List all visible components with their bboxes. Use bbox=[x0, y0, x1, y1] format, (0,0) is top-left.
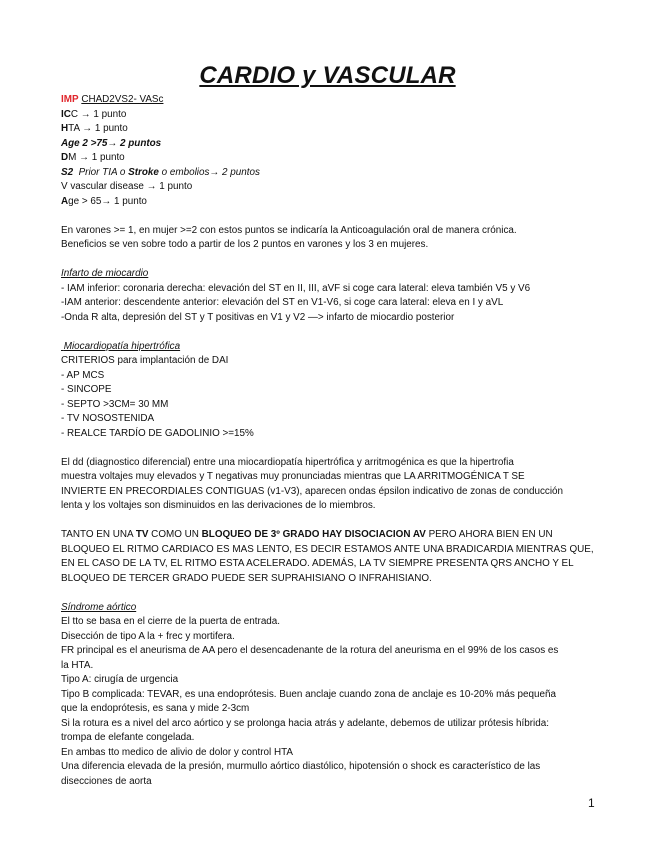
score-name: CHAD2VS2- VASc bbox=[81, 94, 164, 105]
anticoag-note-2: Beneficios se ven sobre todo a partir de los 2 puntos en varones y los 3 en mujeres. bbox=[61, 239, 429, 250]
sindrome-line: disecciones de aorta bbox=[61, 775, 152, 787]
score-item-h: HTA → 1 punto bbox=[61, 123, 128, 134]
sindrome-line: Una diferencia elevada de la presión, murmullo aórtico diastólico, hipotensión o shock es característico de las bbox=[61, 761, 541, 772]
dd-paragraph-line: INVIERTE EN PRECORDIALES CONTIGUAS (v1-V3), aparecen ondas épsilon indicativo de zonas de conducción bbox=[61, 485, 564, 497]
score-item-v: V vascular disease → 1 punto bbox=[61, 181, 193, 192]
score-item-age: Age > 65→ 1 punto bbox=[61, 195, 147, 207]
bloqueo-line: BLOQUEO EL RITMO CARDIACO ES MAS LENTO, ES DECIR ESTAMOS ANTE UNA BRADICARDIA MIENTRAS QUE, bbox=[61, 543, 594, 555]
sindrome-line: trompa de elefante congelada. bbox=[61, 732, 195, 743]
score-key: D bbox=[61, 152, 69, 163]
anticoag-note: En varones >= 1, en mujer >=2 con estos puntos se indicaría la Anticoagulación oral de manera crónica. bbox=[61, 224, 517, 236]
bloqueo-line: TANTO EN UNA TV COMO UN BLOQUEO DE 3º GRADO HAY DISOCIACION AV PERO AHORA BIEN EN UN bbox=[61, 529, 553, 540]
sindrome-line: la HTA. bbox=[61, 659, 94, 671]
imp-line bbox=[61, 93, 601, 108]
infarto-line: - IAM inferior: coronaria derecha: elevación del ST en II, III, aVF si coge cara lateral: eleva también V5 y V6 bbox=[61, 282, 531, 294]
score-item-c: ICC → 1 punto bbox=[61, 108, 127, 120]
score-key: A bbox=[61, 137, 69, 149]
infarto-line: -Onda R alta, depresión del ST y T positivas en V1 y V2 —> infarto de miocardio posterior bbox=[61, 311, 455, 323]
criteria-line: - TV NOSOSTENIDA bbox=[61, 413, 155, 424]
dd-paragraph-line: El dd (diagnostico diferencial) entre una miocardiopatía hipertrófica y arritmogénica es que la hipertrofia bbox=[61, 456, 514, 468]
score-key: V bbox=[61, 181, 68, 192]
sindrome-line: FR principal es el aneurisma de AA pero el desencadenante de la rotura del aneurisma en el 99% de los casos es bbox=[61, 645, 559, 656]
score-item-s2: S2 Prior TIA o Stroke o embolios→ 2 puntos bbox=[61, 166, 260, 178]
bloqueo-line: BLOQUEO DE TERCER GRADO PUEDE SER SUPRAHISIANO O INFRAHISIANO. bbox=[61, 572, 432, 584]
section-heading-sindrome: Síndrome aórtico bbox=[61, 601, 137, 613]
sindrome-line: En ambas tto medico de alivio de dolor y control HTA bbox=[61, 746, 293, 758]
page-title: CARDIO y VASCULAR bbox=[199, 62, 456, 89]
score-key: S2 bbox=[61, 166, 74, 178]
score-key: H bbox=[61, 123, 69, 134]
criteria-line: - SINCOPE bbox=[61, 384, 112, 395]
sindrome-line: Disección de tipo A la + frec y mortifera. bbox=[61, 630, 235, 642]
sindrome-line: Tipo B complicada: TEVAR, es una endoprótesis. Buen anclaje cuando zona de anclaje es 10-20% más pequeña bbox=[61, 688, 556, 700]
sindrome-line: Si la rotura es a nivel del arco aórtico y se prolonga hacia atrás y adelante, debemos de utilizar prótesis híbrida: bbox=[61, 717, 549, 729]
criteria-line: - REALCE TARDÍO DE GADOLINIO >=15% bbox=[61, 427, 254, 439]
criteria-line: - SEPTO >3CM= 30 MM bbox=[61, 398, 169, 410]
bloqueo-line: EN EL CASO DE LA TV, EL RITMO ESTA ACELERADO. ADEMÁS, LA TV SIEMPRE PRESENTA QRS ANCHO Y EL bbox=[61, 558, 574, 569]
dd-paragraph-line: lenta y los voltajes son disminuidos en las derivaciones de lo miembros. bbox=[61, 500, 376, 511]
section-heading-infarto: Infarto de miocardio bbox=[61, 268, 149, 279]
imp-label: IMP bbox=[61, 94, 79, 105]
sindrome-line: El tto se basa en el cierre de la puerta de entrada. bbox=[61, 616, 281, 627]
criteria-line: CRITERIOS para implantación de DAI bbox=[61, 355, 229, 366]
sindrome-line: que la endoprótesis, es sana y mide 2-3cm bbox=[61, 703, 250, 714]
page-number: 1 bbox=[588, 796, 595, 810]
score-item-a: Age 2 >75→ 2 puntos bbox=[61, 137, 162, 149]
section-heading-miocardiopatia: Miocardiopatía hipertrófica bbox=[63, 340, 181, 352]
dd-paragraph-line: muestra voltajes muy elevados y T negativas muy pronunciadas mientras que LA ARRITMOGÉNICA T SE bbox=[61, 471, 525, 482]
infarto-line: -IAM anterior: descendente anterior: elevación del ST en V1-V6, si coge cara lateral: eleva en I y aVL bbox=[61, 297, 504, 308]
document-body bbox=[61, 93, 601, 789]
sindrome-line: Tipo A: cirugía de urgencia bbox=[61, 674, 179, 685]
score-key: IC bbox=[61, 108, 71, 120]
score-item-d: DM → 1 punto bbox=[61, 152, 125, 163]
criteria-line: - AP MCS bbox=[61, 369, 105, 381]
score-key: A bbox=[61, 195, 69, 207]
